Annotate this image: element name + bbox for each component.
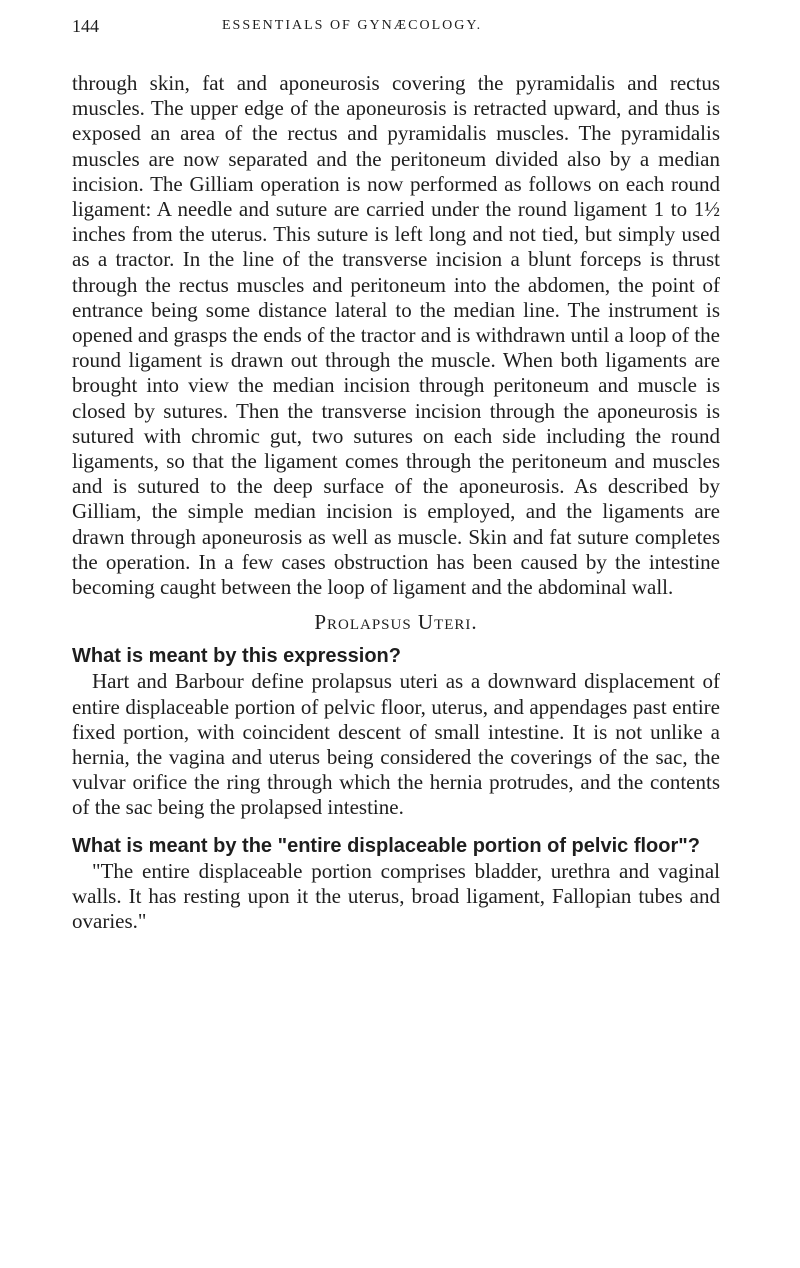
- question-heading: What is meant by the "entire displaceable portion of pelvic floor"?: [72, 834, 700, 857]
- section-heading: Prolapsus Uteri.: [314, 610, 478, 635]
- running-head: ESSENTIALS OF GYNÆCOLOGY.: [222, 18, 483, 33]
- page-body: [72, 71, 720, 934]
- answer-paragraph: Hart and Barbour define prolapsus uteri as a downward displacement of entire displaceable portion of pelvic floor, uterus, and appendages past entire fixed portion, with coincident descent of small intestine. It is not unlike a hernia, the vagina and uterus being considered the coverings of the sac, the vulvar orifice the ring through which the hernia protrudes, and the contents of the sac being the prolapsed intestine.: [72, 669, 720, 820]
- page-header: [72, 8, 732, 42]
- page-number: 144: [72, 16, 99, 36]
- paragraph-gilliam-operation: through skin, fat and aponeurosis covering the pyramidalis and rectus muscles. The upper edge of the aponeurosis is retracted upward, and thus is exposed an area of the rectus and pyramidalis muscles. The pyramidalis muscles are now separated and the peritoneum divided also by a median incision. The Gilliam operation is now performed as follows on each round ligament: A needle and suture are carried under the round ligament 1 to 1½ inches from the uterus. This suture is left long and not tied, but simply used as a tractor. In the line of the transverse incision a blunt forceps is thrust through the rectus muscles and peritoneum into the abdomen, the point of entrance being some distance lateral to the median line. The instrument is opened and grasps the ends of the tractor and is withdrawn until a loop of the round ligament is drawn out through the muscle. When both ligaments are brought into view the median incision through peritoneum and muscle is closed by sutures. Then the transverse incision through the aponeurosis is sutured with chromic gut, two sutures on each side including the round ligaments, so that the ligament comes through the peritoneum and muscles and is sutured to the deep surface of the aponeurosis. As described by Gilliam, the simple median incision is employed, and the ligaments are drawn through aponeurosis as well as muscle. Skin and fat suture completes the operation. In a few cases obstruction has been caused by the intestine becoming caught between the loop of ligament and the abdominal wall.: [72, 71, 720, 600]
- answer-paragraph: "The entire displaceable portion comprises bladder, urethra and vaginal walls. It has resting upon it the uterus, broad ligament, Fallopian tubes and ovaries.": [72, 858, 720, 934]
- question-heading: What is meant by this expression?: [72, 645, 401, 668]
